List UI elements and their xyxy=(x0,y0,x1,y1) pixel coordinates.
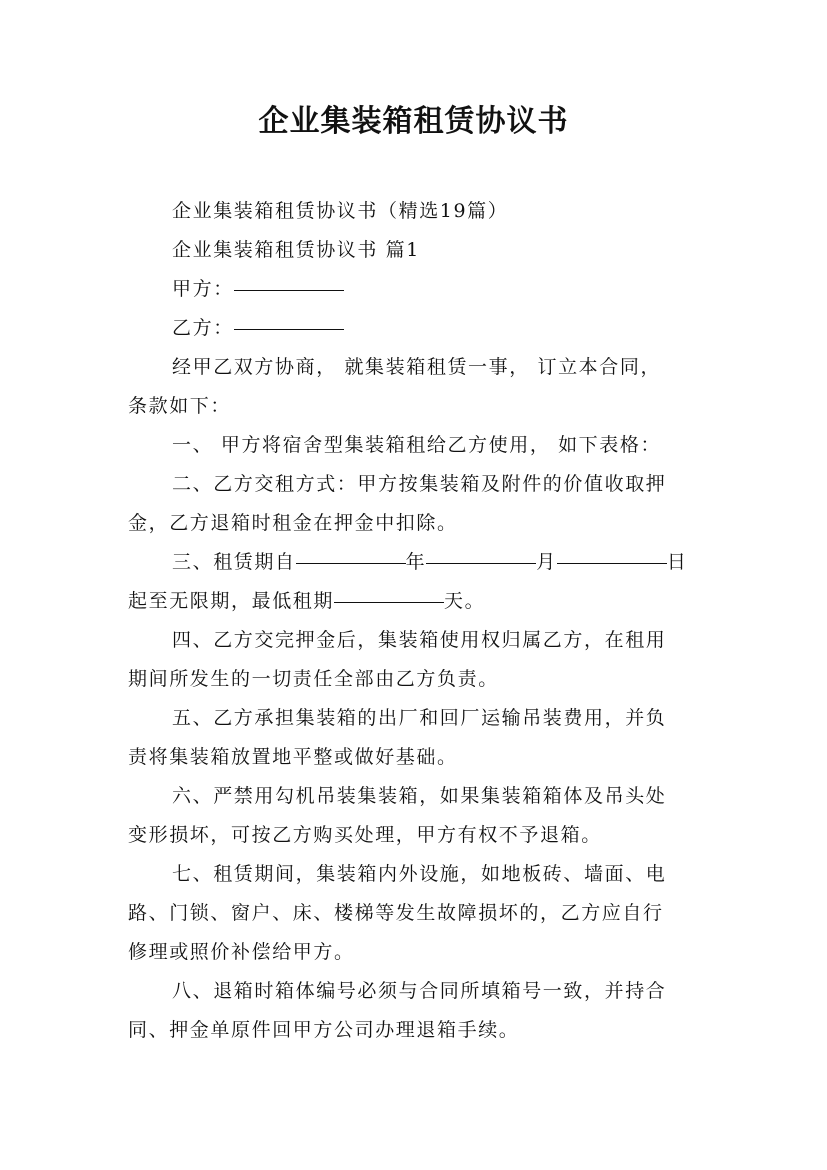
clause-7-line-2: 路、门锁、窗户、床、楼梯等发生故障损坏的，乙方应自行 xyxy=(128,902,664,924)
year-label: 年 xyxy=(405,551,427,573)
clause-3-line-2-suffix: 天。 xyxy=(444,590,486,612)
clause-2-line-1: 二、乙方交租方式：甲方按集装箱及附件的价值收取押 xyxy=(172,473,667,495)
start-day-blank xyxy=(557,562,667,564)
clause-2-line-2: 金，乙方退箱时租金在押金中扣除。 xyxy=(128,512,458,534)
clause-8-line-1: 八、退箱时箱体编号必须与合同所填箱号一致，并持合 xyxy=(172,980,667,1002)
day-label: 日 xyxy=(666,551,688,573)
clause-6-line-2: 变形损坏，可按乙方购买处理，甲方有权不予退箱。 xyxy=(128,824,602,846)
month-label: 月 xyxy=(536,551,557,573)
intro-line-1: 经甲乙双方协商， 就集装箱租赁一事， 订立本合同， xyxy=(172,356,662,378)
party-b-label: 乙方： xyxy=(172,317,234,339)
party-a-blank xyxy=(234,289,344,291)
party-b-line xyxy=(128,309,747,347)
party-b-blank xyxy=(234,328,344,330)
clause-7-line-1: 七、租赁期间，集装箱内外设施，如地板砖、墙面、电 xyxy=(172,863,667,885)
start-month-blank xyxy=(426,562,536,564)
clause-7-line-3: 修理或照价补偿给甲方。 xyxy=(128,941,355,963)
clause-3-prefix: 三、租赁期自 xyxy=(172,551,296,573)
section-heading: 企业集装箱租赁协议书 篇1 xyxy=(172,239,420,261)
clause-3-line-2-prefix: 起至无限期，最低租期 xyxy=(128,590,335,612)
start-year-blank xyxy=(296,562,406,564)
clause-1: 一、 甲方将宿舍型集装箱租给乙方使用， 如下表格： xyxy=(172,434,662,456)
subtitle: 企业集装箱租赁协议书（精选19篇） xyxy=(172,200,509,222)
clause-6-line-1: 六、严禁用勾机吊装集装箱，如果集装箱箱体及吊头处 xyxy=(172,785,667,807)
clause-4-line-2: 期间所发生的一切责任全部由乙方负责。 xyxy=(128,668,499,690)
min-term-blank xyxy=(334,601,444,603)
clause-5-line-1: 五、乙方承担集装箱的出厂和回厂运输吊装费用，并负 xyxy=(172,707,667,729)
party-a-label: 甲方： xyxy=(172,278,234,300)
clause-8-line-2: 同、押金单原件回甲方公司办理退箱手续。 xyxy=(128,1019,520,1041)
clause-3-line-1 xyxy=(128,543,747,581)
clause-5-line-2: 责将集装箱放置地平整或做好基础。 xyxy=(128,746,458,768)
party-a-line xyxy=(128,270,747,308)
clause-4-line-1: 四、乙方交完押金后，集装箱使用权归属乙方，在租用 xyxy=(172,629,667,651)
intro-line-2: 条款如下： xyxy=(128,395,232,417)
document-title: 企业集装箱租赁协议书 xyxy=(258,104,569,139)
clause-3-line-2 xyxy=(128,582,703,620)
